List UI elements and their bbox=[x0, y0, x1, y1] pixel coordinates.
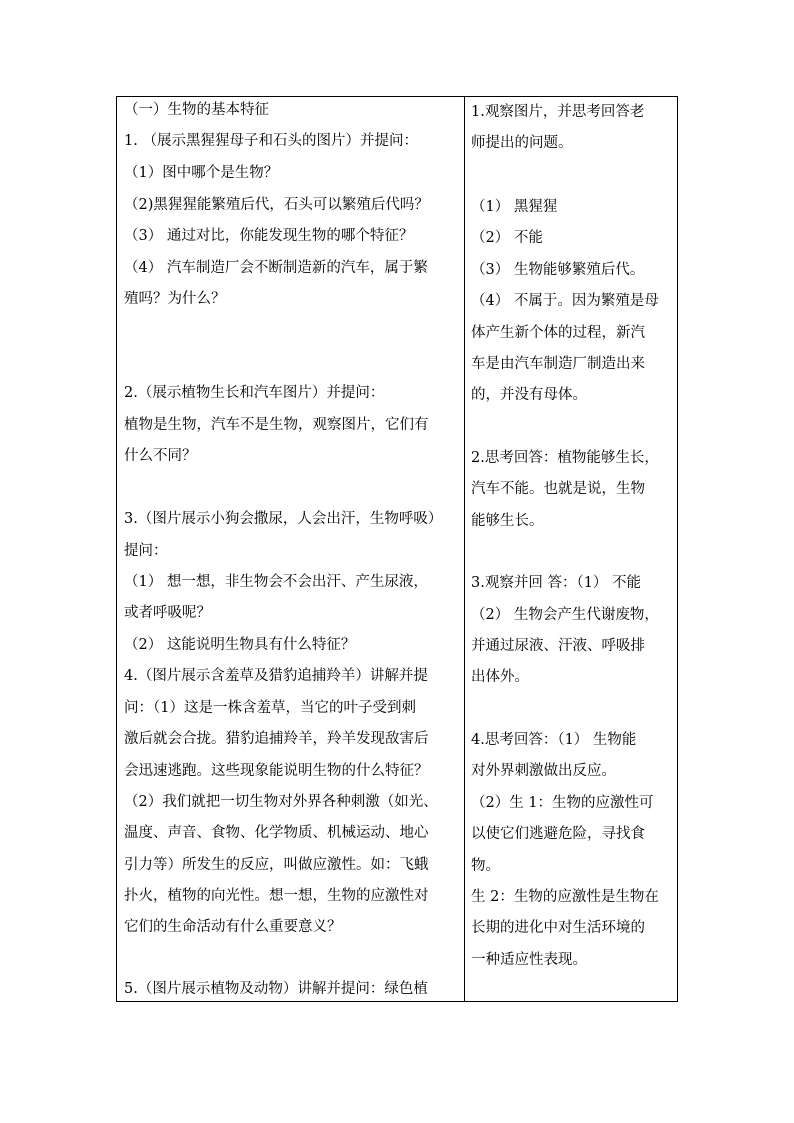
right-line: 1.观察图片，并思考回答老 bbox=[471, 104, 645, 120]
left-line: （1） 想一想，非生物会不会出汗、产生尿液， bbox=[124, 574, 428, 590]
right-line: 3.观察并回 答：（1） 不能 bbox=[471, 575, 642, 591]
right-line: （4） 不属于。因为繁殖是母 bbox=[471, 293, 659, 309]
teacher-activity-column bbox=[117, 97, 464, 1001]
right-line: 能够生长。 bbox=[471, 513, 544, 529]
left-line: （一）生物的基本特征 bbox=[124, 102, 269, 118]
right-line: 一种适应性表现。 bbox=[471, 952, 587, 968]
left-line: 殖吗？为什么？ bbox=[124, 291, 226, 307]
right-line: 2.思考回答：植物能够生长， bbox=[471, 450, 659, 466]
right-line: 生 2：生物的应激性是生物在 bbox=[471, 889, 659, 905]
left-line: 激后就会合拢。猎豹追捕羚羊，羚羊发现敌害后 bbox=[124, 731, 429, 747]
left-line: 3.（图片展示小狗会撒尿，人会出汗，生物呼吸） bbox=[124, 511, 443, 527]
left-line: 5.（图片展示植物及动物）讲解并提问：绿色植 bbox=[124, 981, 428, 997]
lesson-table bbox=[116, 96, 678, 1002]
left-line: 会迅速逃跑。这些现象能说明生物的什么特征？ bbox=[124, 763, 429, 779]
right-line: 体产生新个体的过程，新汽 bbox=[471, 325, 645, 341]
left-line: 或者呼吸呢？ bbox=[124, 605, 211, 621]
right-line: 师提出的问题。 bbox=[471, 135, 573, 151]
left-line: （2)黑猩猩能繁殖后代，石头可以繁殖后代吗？ bbox=[124, 197, 429, 213]
left-line: 温度、声音、食物、化学物质、机械运动、地心 bbox=[124, 825, 429, 841]
right-line: 物。 bbox=[471, 858, 500, 874]
left-line: （4） 汽车制造厂会不断制造新的汽车，属于繁 bbox=[124, 260, 428, 276]
right-line: （3） 生物能够繁殖后代。 bbox=[471, 262, 645, 278]
left-line: 扑火，植物的向光性。想一想，生物的应激性对 bbox=[124, 888, 429, 904]
left-line: 引力等）所发生的反应，叫做应激性。如：飞蛾 bbox=[124, 857, 429, 873]
left-line: 2.（展示植物生长和汽车图片）并提问： bbox=[124, 385, 385, 401]
right-line: 长期的进化中对生活环境的 bbox=[471, 920, 645, 936]
left-line: （1）图中哪个是生物？ bbox=[124, 165, 279, 181]
right-line: 对外界刺激做出反应。 bbox=[471, 763, 616, 779]
right-line: 车是由汽车制造厂制造出来 bbox=[471, 356, 645, 372]
right-line: 的，并没有母体。 bbox=[471, 387, 587, 403]
left-line: 1. （展示黑猩猩母子和石头的图片）并提问： bbox=[124, 133, 418, 149]
right-line: 4.思考回答：（1） 生物能 bbox=[471, 732, 637, 748]
left-line: 4.（图片展示含羞草及猎豹追捕羚羊）讲解并提 bbox=[124, 668, 428, 684]
left-line: （2）我们就把一切生物对外界各种刺激（如光、 bbox=[124, 794, 438, 810]
right-line: （2） 不能 bbox=[471, 230, 543, 246]
right-line: 汽车不能。也就是说，生物 bbox=[471, 481, 645, 497]
student-activity-column bbox=[465, 97, 677, 1001]
right-line: （1） 黑猩猩 bbox=[471, 199, 558, 215]
right-line: 并通过尿液、汗液、呼吸排 bbox=[471, 638, 645, 654]
left-line: 它们的生命活动有什么重要意义？ bbox=[124, 919, 342, 935]
left-line: 植物是生物，汽车不是生物，观察图片，它们有 bbox=[124, 417, 429, 433]
left-line: 问：（1）这是一株含羞草，当它的叶子受到刺 bbox=[124, 700, 416, 716]
right-line: 以使它们逃避危险，寻找食 bbox=[471, 826, 645, 842]
right-line: （2） 生物会产生代谢废物， bbox=[471, 607, 659, 623]
right-line: （2）生 1：生物的应激性可 bbox=[471, 795, 654, 811]
left-line: （3） 通过对比，你能发现生物的哪个特征？ bbox=[124, 228, 414, 244]
left-line: 提问： bbox=[124, 543, 168, 559]
right-line: 出体外。 bbox=[471, 669, 529, 685]
left-line: 什么不同？ bbox=[124, 448, 197, 464]
left-line: （2） 这能说明生物具有什么特征？ bbox=[124, 637, 356, 653]
